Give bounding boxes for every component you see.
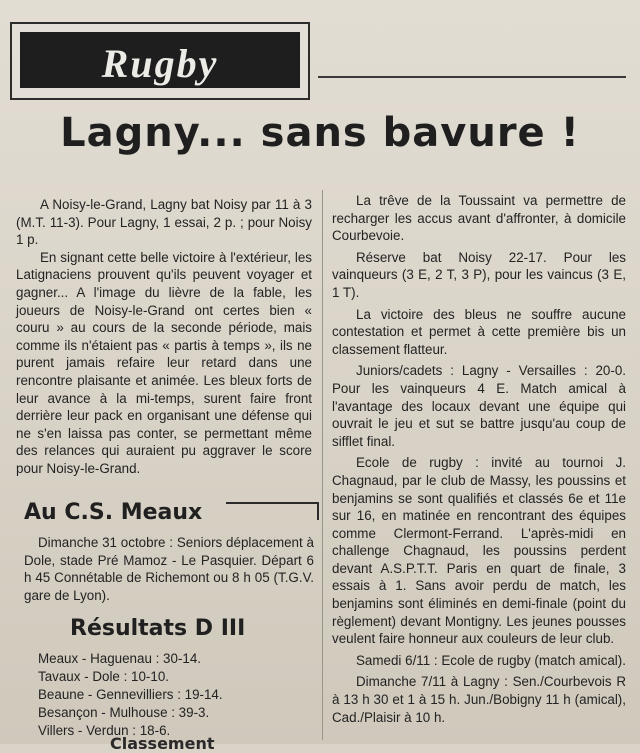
result-row: Besançon - Mulhouse : 39-3. bbox=[38, 705, 210, 720]
column-divider bbox=[322, 190, 323, 740]
article-paragraph: Samedi 6/11 : Ecole de rugby (match amical). bbox=[356, 652, 626, 668]
results-list bbox=[38, 650, 308, 740]
article-paragraph: Juniors/cadets : Lagny - Versailles : 20-0. Pour les vainqueurs 4 E. Match amical à l'avantage des locaux devant une équipe qui ouvrait le jeu et sut se battre jusqu'au coup de sifflet final. bbox=[332, 363, 626, 449]
article-column-right bbox=[332, 192, 626, 726]
results-title: Résultats D III bbox=[70, 616, 246, 641]
section-header-box bbox=[10, 22, 310, 100]
header-rule bbox=[318, 76, 626, 78]
article-column-left bbox=[16, 196, 312, 478]
section-header-band bbox=[20, 32, 300, 88]
result-row: Villers - Verdun : 18-6. bbox=[38, 723, 171, 738]
article-paragraph: Réserve bat Noisy 22-17. Pour les vainqueurs (3 E, 2 T, 3 P), pour les vaincus (3 E, 1 T). bbox=[332, 249, 626, 300]
section-bracket-rule bbox=[226, 502, 318, 504]
article-paragraph: En signant cette belle victoire à l'extérieur, les Latignaciens prouvent qu'ils peuvent voyager et gagner... A l'image du lièvre de la fable, les joueurs de Noisy-le-Grand ont certes bien « couru » au cours de la seconde période, mais comme ils n'étaient pas « partis à temps », ils ne purent jamais refaire leur retard dans une rencontre plaisante et animée. Les bleux forts de leur avance à la mi-temps, surent faire front derrière leur pack en organisant une défense qui ne s'en laissa pas conter, se permettant même des relances qui auraient pu aggraver le score pour Noisy-le-Grand. bbox=[16, 249, 312, 476]
meaux-section-text bbox=[24, 534, 314, 604]
article-paragraph: La trêve de la Toussaint va permettre de recharger les accus avant d'affronter, à domicile Courbevoie. bbox=[332, 193, 626, 244]
article-headline: Lagny... sans bavure ! bbox=[60, 110, 580, 156]
result-row: Beaune - Gennevilliers : 19-14. bbox=[38, 687, 223, 702]
article-paragraph: A Noisy-le-Grand, Lagny bat Noisy par 11 à 3 (M.T. 11-3). Pour Lagny, 1 essai, 2 p. ; pour Noisy 1 p. bbox=[16, 197, 312, 248]
meaux-paragraph: Dimanche 31 octobre : Seniors déplacement à Dole, stade Pré Mamoz - Le Pasquier. Départ 6 h 45 Connétable de Richemont ou 8 h 05 (T.G.V. gare de Lyon). bbox=[24, 535, 314, 603]
result-row: Tavaux - Dole : 10-10. bbox=[38, 669, 169, 684]
section-bracket-tick bbox=[317, 502, 319, 520]
meaux-section-title: Au C.S. Meaux bbox=[24, 500, 203, 525]
result-row: Meaux - Haguenau : 30-14. bbox=[38, 651, 202, 666]
article-paragraph: Ecole de rugby : invité au tournoi J. Chagnaud, par le club de Massy, les poussins et benjamins se sont qualifiés et classés 6e et 11e sur 16, en matinée en rencontrant des équipes comme Clermont-Ferrand. L'après-midi en challenge Chagnaud, les poussins perdent devant A.S.P.T.T. Paris en quart de finale, 3 essais à 1. Sans avoir perdu de match, les benjamins sont éliminés en demi-finale (point du règlement) devant Montigny. Les jeunes pousses veulent faire honneur aux couleurs de leur club. bbox=[332, 455, 626, 647]
article-paragraph: Dimanche 7/11 à Lagny : Sen./Courbevois R à 13 h 30 et 1 à 15 h. Jun./Bobigny 11 h (amical), Cad./Plaisir à 10 h. bbox=[332, 674, 626, 725]
article-paragraph: La victoire des bleus ne souffre aucune contestation et permet à cette première bis un classement flatteur. bbox=[332, 306, 626, 357]
section-label: Rugby bbox=[101, 41, 219, 86]
classement-heading: Classement bbox=[110, 734, 215, 753]
